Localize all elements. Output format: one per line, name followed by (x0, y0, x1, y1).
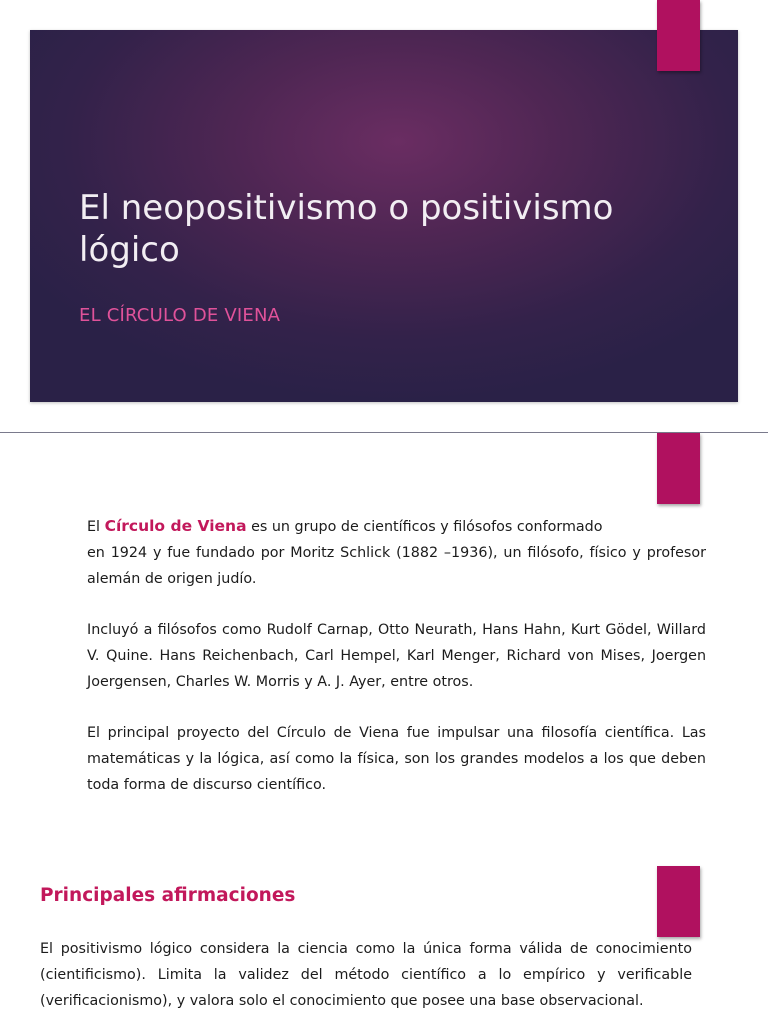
slide-title: El neopositivismo o positivismo lógico (79, 188, 614, 270)
members-paragraph: Incluyó a filósofos como Rudolf Carnap, Otto Neurath, Hans Hahn, Kurt Gödel, Willard V. Quine. Hans Reichenbach, Carl Hempel, Karl Menger, Richard von Mises, Joergen Joergensen, Charles W. Morris y A. J. Ayer, entre otros. (87, 622, 706, 690)
intro-line2: en 1924 y fue fundado por Moritz Schlick (1882 –1936), un filósofo, físico y profesor alemán de origen judío. (87, 545, 706, 587)
title-slide (30, 30, 738, 402)
slide-subtitle: EL CÍRCULO DE VIENA (79, 305, 281, 326)
intro-line1-rest: es un grupo de científicos y filósofos conformado (246, 519, 603, 535)
section-heading: Principales afirmaciones (40, 885, 296, 906)
project-paragraph: El principal proyecto del Círculo de Viena fue impulsar una filosofía científica. Las matemáticas y la lógica, así como la física, son los grandes modelos a los que deben toda forma de discurso científico. (87, 725, 706, 793)
accent-tab-top (657, 0, 700, 71)
circulo-highlight: Círculo de Viena (104, 517, 247, 535)
affirmations-paragraph: El positivismo lógico considera la ciencia como la única forma válida de conocimiento (cientificismo). Limita la validez del método científico a lo empírico y verificable (verificacionismo), y valora solo el conocimiento que posee una base observacional. (40, 941, 692, 1009)
slide-divider (0, 432, 768, 433)
accent-tab-bottom (657, 866, 700, 937)
intro-prefix: El (87, 519, 105, 535)
intro-paragraph (87, 513, 706, 592)
accent-tab-middle (657, 433, 700, 504)
